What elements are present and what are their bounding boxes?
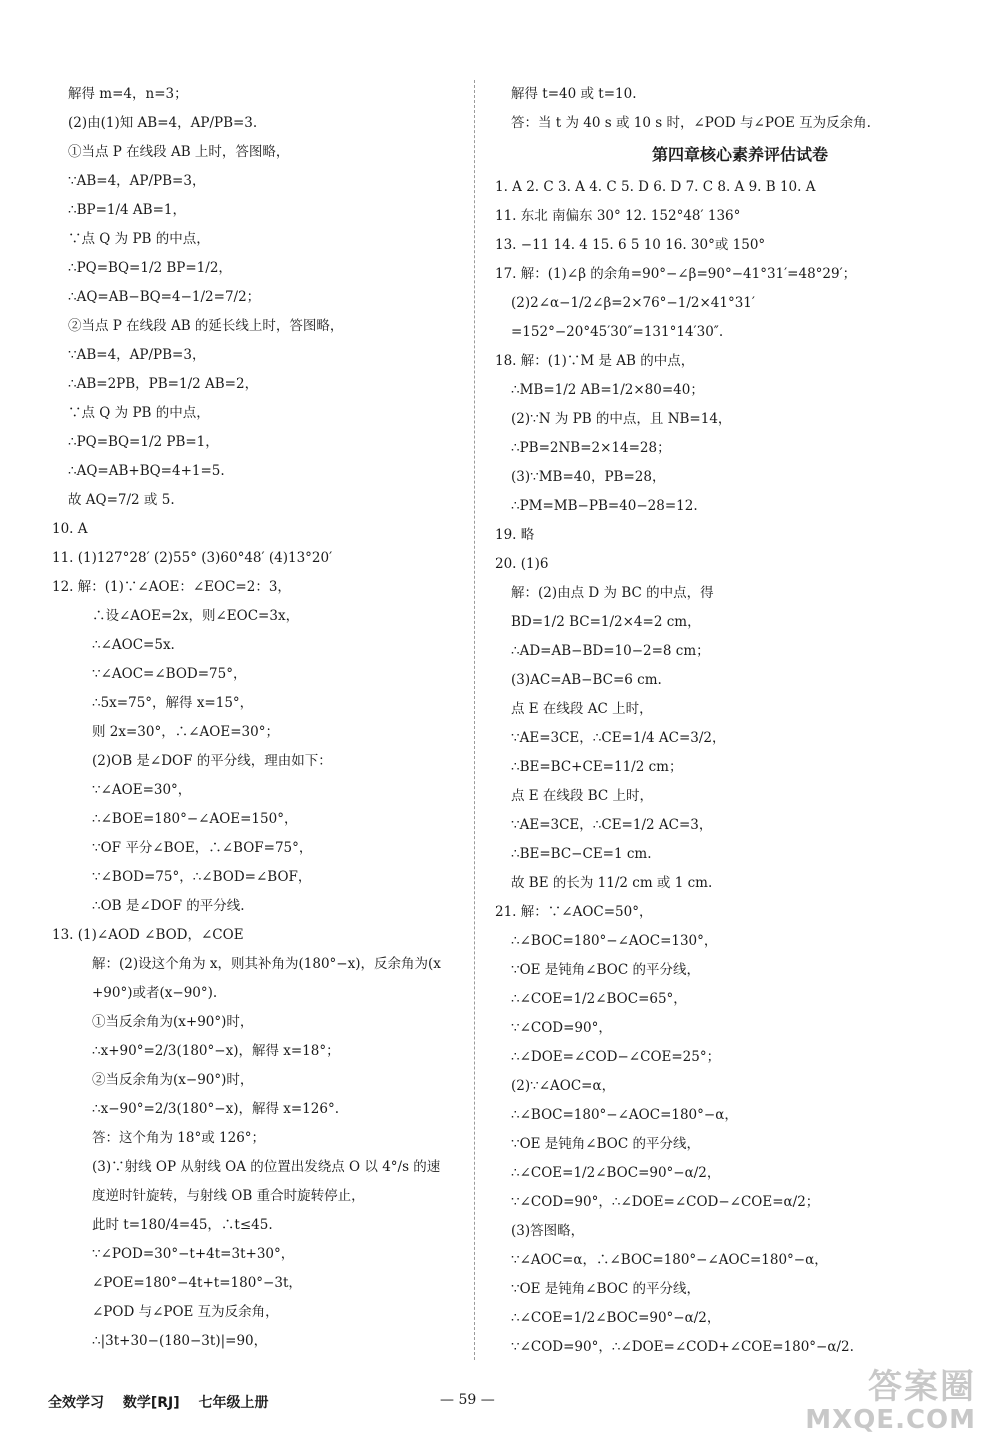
right-text-line: ∵∠COD=90°，∴∠DOE=∠COD+∠COE=180°−α/2.	[511, 1339, 854, 1355]
left-text-line: (2)由(1)知 AB=4，AP/PB=3.	[68, 115, 258, 131]
footer-brand: 全效学习	[48, 1395, 104, 1411]
left-text-line: ②当反余角为(x−90°)时，	[92, 1072, 254, 1088]
left-text-line: ①当点 P 在线段 AB 上时，答图略，	[68, 144, 290, 160]
right-text-line: ∴∠COE=1/2∠BOC=65°，	[511, 991, 687, 1007]
right-text-line: (3)AC=AB−BC=6 cm.	[511, 672, 662, 688]
right-text-line: ∵∠COD=90°，∴∠DOE=∠COD−∠COE=α/2；	[511, 1194, 820, 1210]
right-text-line: 故 BE 的长为 11/2 cm 或 1 cm.	[511, 875, 713, 891]
left-text-line: ∴5x=75°，解得 x=15°，	[92, 695, 254, 711]
right-text-line: ∴∠BOC=180°−∠AOC=180°−α，	[511, 1107, 738, 1123]
right-text-line: ∵OE 是钝角∠BOC 的平分线，	[511, 1281, 700, 1297]
right-text-line: (3)答图略，	[511, 1223, 585, 1239]
right-text-line: 19. 略	[495, 527, 535, 543]
left-text-line: 10. A	[52, 521, 88, 537]
left-text-line: ∴x+90°=2/3(180°−x)，解得 x=18°；	[92, 1043, 340, 1059]
right-text-line: ∴BE=BC+CE=11/2 cm；	[511, 759, 683, 775]
right-text-line: 21. 解：∵∠AOC=50°，	[495, 904, 653, 920]
right-text-line: ∵AE=3CE，∴CE=1/4 AC=3/2，	[511, 730, 726, 746]
left-text-line: ∵AB=4，AP/PB=3，	[68, 347, 206, 363]
right-text-line: 点 E 在线段 BC 上时，	[511, 788, 654, 804]
right-text-line: =152°−20°45′30″=131°14′30″.	[511, 324, 724, 340]
right-text-line: ∴∠BOC=180°−∠AOC=130°，	[511, 933, 718, 949]
left-text-line: 答：这个角为 18°或 126°；	[92, 1130, 266, 1146]
right-text-line: (2)∵N 为 PB 的中点，且 NB=14，	[511, 411, 732, 427]
left-text-line: 12. 解：(1)∵∠AOE：∠EOC=2：3，	[52, 579, 291, 595]
right-text-line: 17. 解：(1)∠β 的余角=90°−∠β=90°−41°31′=48°29′；	[495, 266, 857, 282]
right-text-line: (2)∵∠AOC=α，	[511, 1078, 616, 1094]
left-text-line: ∴PQ=BQ=1/2 BP=1/2，	[68, 260, 232, 276]
left-text-line: (3)∵射线 OP 从射线 OA 的位置出发绕点 O 以 4°/s 的速	[92, 1159, 441, 1175]
left-text-line: ∵∠AOE=30°，	[92, 782, 192, 798]
right-text-line: 18. 解：(1)∵M 是 AB 的中点，	[495, 353, 695, 369]
left-text-line: 故 AQ=7/2 或 5.	[68, 492, 175, 508]
left-text-line: 解得 m=4，n=3；	[68, 86, 188, 102]
left-text-line: 度逆时针旋转，与射线 OB 重合时旋转停止，	[92, 1188, 365, 1204]
left-text-line: ∵∠BOD=75°，∴∠BOD=∠BOF，	[92, 869, 312, 885]
right-text-line: ∴∠DOE=∠COD−∠COE=25°；	[511, 1049, 721, 1065]
left-text-line: (2)OB 是∠DOF 的平分线，理由如下：	[92, 753, 332, 769]
left-text-line: ∵点 Q 为 PB 的中点，	[68, 231, 210, 247]
footer-book-info	[48, 1392, 283, 1412]
left-text-line: ②当点 P 在线段 AB 的延长线上时，答图略，	[68, 318, 344, 334]
right-text-line: ∴∠COE=1/2∠BOC=90°−α/2，	[511, 1310, 721, 1326]
right-text-line: ∴∠COE=1/2∠BOC=90°−α/2，	[511, 1165, 721, 1181]
right-text-line: ∵∠COD=90°，	[511, 1020, 612, 1036]
left-text-line: +90°)或者(x−90°).	[92, 985, 218, 1001]
left-text-line: 13. (1)∠AOD ∠BOD，∠COE	[52, 927, 244, 943]
right-column	[495, 80, 925, 1362]
right-text-line: 11. 东北 南偏东 30° 12. 152°48′ 136°	[495, 208, 741, 224]
right-text-line: ∴PM=MB−PB=40−28=12.	[511, 498, 698, 514]
right-text-line: 1. A 2. C 3. A 4. C 5. D 6. D 7. C 8. A 9. B 10. A	[495, 179, 816, 195]
left-text-line: ∵OF 平分∠BOE，∴∠BOF=75°，	[92, 840, 313, 856]
left-text-line: ∴AQ=AB+BQ=4+1=5.	[68, 463, 225, 479]
left-text-line: ∠POE=180°−4t+t=180°−3t，	[92, 1275, 302, 1291]
left-text-line: 则 2x=30°，∴∠AOE=30°；	[92, 724, 279, 740]
left-text-line: ∵∠AOC=∠BOD=75°，	[92, 666, 247, 682]
right-text-line: ∴AD=AB−BD=10−2=8 cm；	[511, 643, 710, 659]
page-number: — 59 —	[440, 1392, 495, 1408]
right-text-line: 解得 t=40 或 t=10.	[511, 86, 637, 102]
left-text-line: ∴AQ=AB−BQ=4−1/2=7/2；	[68, 289, 261, 305]
left-text-line: 11. (1)127°28′ (2)55° (3)60°48′ (4)13°20′	[52, 550, 333, 566]
left-text-line: 此时 t=180/4=45，∴t≤45.	[92, 1217, 273, 1233]
right-text-line: 20. (1)6	[495, 556, 549, 572]
watermark-top: 答案圈	[868, 1367, 976, 1407]
right-text-line: 解：(2)由点 D 为 BC 的中点，得	[511, 585, 714, 601]
left-column	[52, 80, 462, 1356]
right-text-line: ∴PB=2NB=2×14=28；	[511, 440, 671, 456]
right-text-line: 答：当 t 为 40 s 或 10 s 时，∠POD 与∠POE 互为反余角.	[511, 115, 871, 131]
right-text-line: ∵OE 是钝角∠BOC 的平分线，	[511, 962, 700, 978]
left-text-line: ∵AB=4，AP/PB=3，	[68, 173, 206, 189]
left-text-line: ∴设∠AOE=2x，则∠EOC=3x，	[92, 608, 300, 624]
right-text-line: (3)∵MB=40，PB=28，	[511, 469, 666, 485]
right-text-line: 点 E 在线段 AC 上时，	[511, 701, 653, 717]
right-text-line: 13. −11 14. 4 15. 6 5 10 16. 30°或 150°	[495, 237, 766, 253]
right-text-line: BD=1/2 BC=1/2×4=2 cm，	[511, 614, 701, 630]
right-text-line: ∵AE=3CE，∴CE=1/2 AC=3，	[511, 817, 713, 833]
section-title: 第四章核心素养评估试卷	[651, 145, 828, 164]
footer-grade: 七年级上册	[198, 1395, 269, 1411]
left-text-line: ∴|3t+30−(180−3t)|=90，	[92, 1333, 268, 1349]
right-text-line: ∴MB=1/2 AB=1/2×80=40；	[511, 382, 704, 398]
footer-subject: 数学[RJ]	[122, 1395, 180, 1411]
left-text-line: ①当反余角为(x+90°)时，	[92, 1014, 254, 1030]
watermark-logo	[796, 1368, 976, 1436]
left-text-line: ∴x−90°=2/3(180°−x)，解得 x=126°.	[92, 1101, 339, 1117]
left-text-line: ∴∠AOC=5x.	[92, 637, 175, 653]
right-text-line: ∴BE=BC−CE=1 cm.	[511, 846, 652, 862]
column-divider	[474, 80, 475, 1360]
left-text-line: ∴∠BOE=180°−∠AOE=150°，	[92, 811, 298, 827]
left-text-line: ∴OB 是∠DOF 的平分线.	[92, 898, 245, 914]
right-text-line: ∵OE 是钝角∠BOC 的平分线，	[511, 1136, 700, 1152]
right-text-line: ∵∠AOC=α，∴∠BOC=180°−∠AOC=180°−α，	[511, 1252, 828, 1268]
left-text-line: ∴BP=1/4 AB=1，	[68, 202, 186, 218]
watermark-bottom: MXQE.COM	[805, 1405, 976, 1435]
left-text-line: ∴AB=2PB，PB=1/2 AB=2，	[68, 376, 259, 392]
left-text-line: ∵∠POD=30°−t+4t=3t+30°，	[92, 1246, 295, 1262]
left-text-line: 解：(2)设这个角为 x，则其补角为(180°−x)，反余角为(x	[92, 956, 441, 972]
left-text-line: ∵点 Q 为 PB 的中点，	[68, 405, 210, 421]
left-text-line: ∴PQ=BQ=1/2 PB=1，	[68, 434, 219, 450]
left-text-line: ∠POD 与∠POE 互为反余角，	[92, 1304, 279, 1320]
right-text-line: (2)2∠α−1/2∠β=2×76°−1/2×41°31′	[511, 295, 755, 311]
